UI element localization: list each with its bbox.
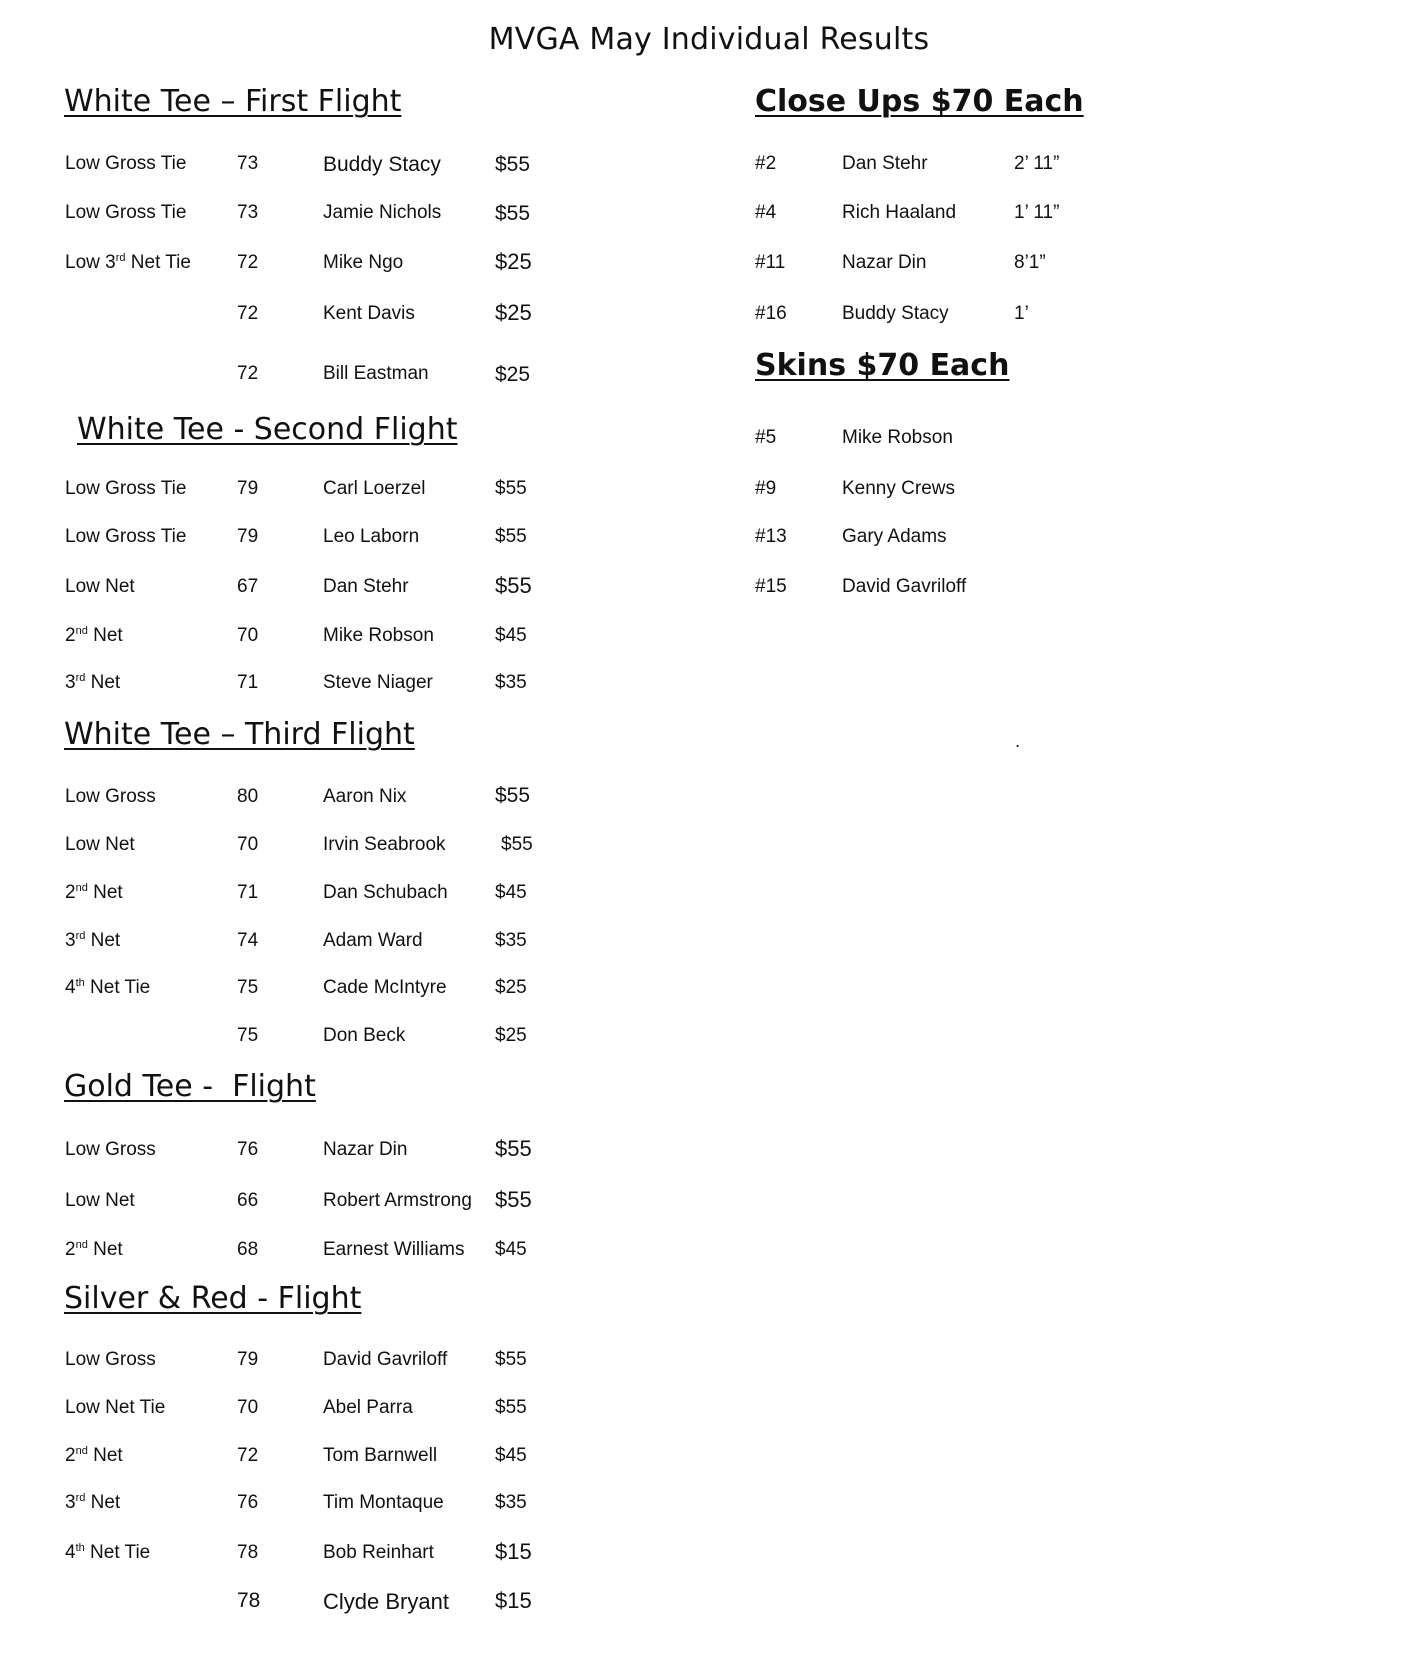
page-title: MVGA May Individual Results: [488, 22, 930, 57]
table-row: [0, 1539, 760, 1572]
list-item: [0, 478, 1418, 508]
table-row: [0, 882, 760, 912]
list-item: [0, 303, 1418, 333]
list-item: [0, 252, 1418, 282]
score: 70: [237, 625, 259, 646]
score: 66: [237, 1190, 259, 1211]
hole-number: #13: [755, 526, 787, 547]
distance: 1’ 11”: [1014, 202, 1060, 223]
score: 78: [237, 1542, 259, 1563]
place-label: Low Gross Tie: [65, 478, 187, 499]
score: 70: [237, 834, 259, 855]
score: 72: [237, 1445, 259, 1466]
distance: 1’: [1014, 303, 1029, 324]
place-label: Low Gross: [65, 1349, 156, 1370]
score: 72: [237, 252, 259, 273]
score: 68: [237, 1239, 259, 1260]
list-item: [0, 576, 1418, 606]
player-name: Abel Parra: [323, 1397, 413, 1418]
place-label: Low Net Tie: [65, 1397, 166, 1418]
stray-dot: .: [1015, 732, 1021, 751]
player-name: Kenny Crews: [842, 478, 955, 499]
section-heading-silver-red-flight: Silver & Red - Flight: [64, 1281, 362, 1316]
player-name: Cade McIntyre: [323, 977, 447, 998]
prize: $55: [495, 1136, 532, 1161]
prize: $15: [495, 1539, 532, 1564]
player-name: Mike Robson: [842, 427, 953, 448]
player-name: Kent Davis: [323, 303, 415, 324]
score: 73: [237, 153, 259, 174]
score: 71: [237, 882, 259, 903]
list-item: [0, 153, 1418, 183]
score: 73: [237, 202, 259, 223]
table-row: [0, 930, 760, 960]
player-name: David Gavriloff: [323, 1349, 448, 1370]
distance: 8’1”: [1014, 252, 1046, 273]
prize: $35: [495, 1492, 527, 1513]
prize: $25: [495, 249, 532, 274]
player-name: Earnest Williams: [323, 1239, 465, 1260]
player-name: Gary Adams: [842, 526, 947, 547]
list-item: [0, 526, 1418, 556]
player-name: Mike Robson: [323, 625, 434, 646]
place-label: Low Net: [65, 1190, 135, 1211]
place-label: 3rd Net: [65, 672, 121, 693]
player-name: Buddy Stacy: [842, 303, 949, 324]
prize: $55: [495, 1349, 527, 1370]
hole-number: #16: [755, 303, 787, 324]
prize: $35: [495, 930, 527, 951]
place-label: 4th Net Tie: [65, 977, 151, 998]
player-name: Dan Schubach: [323, 882, 448, 903]
table-row: [0, 1397, 760, 1427]
player-name: Leo Laborn: [323, 526, 420, 547]
table-row: [0, 1025, 760, 1055]
prize: $55: [495, 202, 531, 225]
player-name: Buddy Stacy: [323, 153, 441, 176]
prize: $45: [495, 882, 527, 903]
prize: $55: [495, 573, 532, 598]
prize: $35: [495, 672, 527, 693]
table-row: [0, 1239, 760, 1269]
table-row: [0, 672, 760, 702]
place-label: 4th Net Tie: [65, 1542, 151, 1563]
score: 79: [237, 1349, 259, 1370]
prize: $45: [495, 625, 527, 646]
table-row: [0, 1187, 760, 1220]
player-name: Bill Eastman: [323, 363, 429, 384]
prize: $55: [495, 153, 531, 176]
prize: $25: [495, 363, 531, 386]
table-row: [0, 1136, 760, 1169]
prize: $55: [495, 526, 527, 547]
place-label: Low Net: [65, 834, 135, 855]
player-name: Nazar Din: [323, 1139, 408, 1160]
score: 79: [237, 478, 259, 499]
table-row: [0, 1492, 760, 1522]
place-label: 3rd Net: [65, 930, 121, 951]
prize: $55: [501, 834, 533, 855]
place-label: Low Gross Tie: [65, 526, 187, 547]
place-label: 2nd Net: [65, 882, 123, 903]
prize: $45: [495, 1445, 527, 1466]
player-name: Rich Haaland: [842, 202, 957, 223]
player-name: David Gavriloff: [842, 576, 967, 597]
place-label: 2nd Net: [65, 1445, 123, 1466]
place-label: 3rd Net: [65, 1492, 121, 1513]
score: 71: [237, 672, 259, 693]
player-name: Aaron Nix: [323, 786, 407, 807]
player-name: Robert Armstrong: [323, 1190, 472, 1211]
distance: 2’ 11”: [1014, 153, 1060, 174]
score: 67: [237, 576, 259, 597]
hole-number: #5: [755, 427, 777, 448]
section-heading-white-tee-second-flight: White Tee - Second Flight: [77, 412, 458, 447]
prize: $55: [495, 478, 527, 499]
player-name: Jamie Nichols: [323, 202, 442, 223]
table-row: [0, 786, 760, 816]
player-name: Carl Loerzel: [323, 478, 426, 499]
prize: $25: [495, 300, 532, 325]
score: 72: [237, 303, 259, 324]
score: 76: [237, 1492, 259, 1513]
prize: $55: [495, 784, 531, 807]
table-row: [0, 625, 760, 655]
player-name: Dan Stehr: [323, 576, 409, 597]
place-label: Low Gross Tie: [65, 202, 187, 223]
hole-number: #9: [755, 478, 777, 499]
score: 78: [237, 1589, 261, 1612]
player-name: Clyde Bryant: [323, 1589, 449, 1614]
player-name: Irvin Seabrook: [323, 834, 446, 855]
score: 80: [237, 786, 259, 807]
player-name: Bob Reinhart: [323, 1542, 434, 1563]
table-row: [0, 1588, 760, 1621]
prize: $15: [495, 1588, 532, 1613]
place-label: 2nd Net: [65, 1239, 123, 1260]
score: 72: [237, 363, 259, 384]
section-heading-close-ups: Close Ups $70 Each: [755, 84, 1084, 119]
player-name: Mike Ngo: [323, 252, 404, 273]
table-row: [0, 977, 760, 1007]
place-label: 2nd Net: [65, 625, 123, 646]
score: 76: [237, 1139, 259, 1160]
player-name: Nazar Din: [842, 252, 927, 273]
place-label: Low Net: [65, 576, 135, 597]
prize: $25: [495, 1025, 527, 1046]
table-row: [0, 363, 760, 393]
section-heading-white-tee-first-flight: White Tee – First Flight: [64, 84, 402, 119]
score: 74: [237, 930, 259, 951]
table-row: [0, 1349, 760, 1379]
player-name: Dan Stehr: [842, 153, 928, 174]
score: 75: [237, 977, 259, 998]
hole-number: #15: [755, 576, 787, 597]
list-item: [0, 427, 1418, 457]
prize: $25: [495, 977, 527, 998]
score: 70: [237, 1397, 259, 1418]
table-row: [0, 1445, 760, 1475]
section-heading-gold-tee-flight: Gold Tee - Flight: [64, 1069, 316, 1104]
hole-number: #11: [755, 252, 786, 273]
player-name: Tim Montaque: [323, 1492, 444, 1513]
section-heading-skins: Skins $70 Each: [755, 348, 1010, 383]
place-label: Low 3rd Net Tie: [65, 252, 191, 273]
list-item: [0, 202, 1418, 232]
hole-number: #2: [755, 153, 777, 174]
place-label: Low Gross: [65, 786, 156, 807]
prize: $45: [495, 1239, 527, 1260]
section-heading-white-tee-third-flight: White Tee – Third Flight: [64, 717, 415, 752]
player-name: Steve Niager: [323, 672, 433, 693]
table-row: [0, 834, 760, 864]
player-name: Tom Barnwell: [323, 1445, 438, 1466]
place-label: Low Gross Tie: [65, 153, 187, 174]
hole-number: #4: [755, 202, 777, 223]
prize: $55: [495, 1397, 527, 1418]
prize: $55: [495, 1187, 532, 1212]
player-name: Don Beck: [323, 1025, 406, 1046]
score: 79: [237, 526, 259, 547]
player-name: Adam Ward: [323, 930, 423, 951]
place-label: Low Gross: [65, 1139, 156, 1160]
score: 75: [237, 1025, 259, 1046]
